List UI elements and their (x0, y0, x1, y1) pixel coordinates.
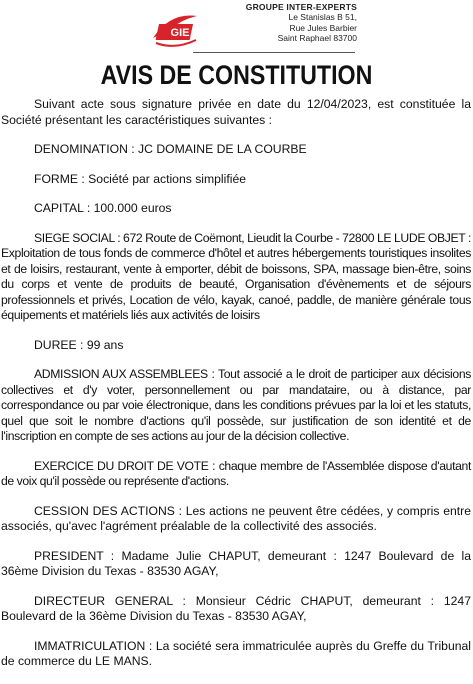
notice-body (1, 97, 471, 684)
cession-paragraph: CESSION DES ACTIONS : Les actions ne peuvent être cédées, y compris entre associés, qu'avec l'agrément préalable de la collectivité des associés. (1, 503, 471, 533)
logo-text: GIE (170, 27, 190, 39)
notice-title: AVIS DE CONSTITUTION (100, 60, 373, 90)
address-line: Saint Raphael 83700 (277, 33, 357, 43)
forme-paragraph: FORME : Société par actions simplifiée (34, 171, 247, 186)
address-line: Le Stanislas B 51, (288, 12, 357, 22)
siege-objet-paragraph: SIEGE SOCIAL : 672 Route de Coëmont, Lieudit la Courbe - 72800 LE LUDE OBJET : Exploitation de tous fonds de commerce d'hôtel et autres hébergements touristiques insolites et de loisirs, restaurant, vente à emporter, débit de boissons, SPA, massage bien-être, soins du corps et vente de produits de beauté, Organisation d'évènements et de séjours professionnels et privés, Location de vélo, kayak, canoé, paddle, de manière générale tous équipements et matériels liés aux activités de loisirs (1, 230, 471, 322)
header-divider (193, 52, 355, 53)
letterhead (0, 0, 473, 60)
duree-paragraph: DUREE : 99 ans (34, 337, 124, 352)
intro-paragraph: Suivant acte sous signature privée en date du 12/04/2023, est constituée la Société présentant les caractéristiques suivantes : (1, 97, 471, 127)
capital-paragraph: CAPITAL : 100.000 euros (34, 201, 172, 215)
organization-name: GROUPE INTER-EXPERTS (245, 2, 357, 12)
admission-paragraph: ADMISSION AUX ASSEMBLEES : Tout associé a le droit de participer aux décisions collectives et d'y voter, personnellement ou par mandataire, ou à distance, par correspondance ou par voie électronique, dans les conditions prévues par la loi et les statuts, quel que soit le nombre d'actions qu'il possède, sur justification de son identité et de l'inscription en compte de ses actions au jour de la décision collective. (1, 367, 471, 443)
president-paragraph: PRESIDENT : Madame Julie CHAPUT, demeurant : 1247 Boulevard de la 36ème Division du Texas - 83530 AGAY, (1, 548, 471, 578)
address-line: Rue Jules Barbier (289, 22, 357, 33)
denomination-paragraph: DENOMINATION : JC DOMAINE DE LA COURBE (34, 142, 307, 156)
exercice-paragraph: EXERCICE DU DROIT DE VOTE : chaque membre de l'Assemblée dispose d'autant de voix qu'il possède ou représente d'actions. (1, 458, 471, 488)
directeur-paragraph: DIRECTEUR GENERAL : Monsieur Cédric CHAPUT, demeurant : 1247 Boulevard de la 36ème Division du Texas - 83530 AGAY, (1, 593, 471, 623)
immatriculation-paragraph: IMMATRICULATION : La société sera immatriculée auprès du Greffe du Tribunal de commerce du LE MANS. (1, 638, 471, 668)
organization-block (246, 2, 357, 44)
gie-logo-icon (150, 10, 200, 50)
